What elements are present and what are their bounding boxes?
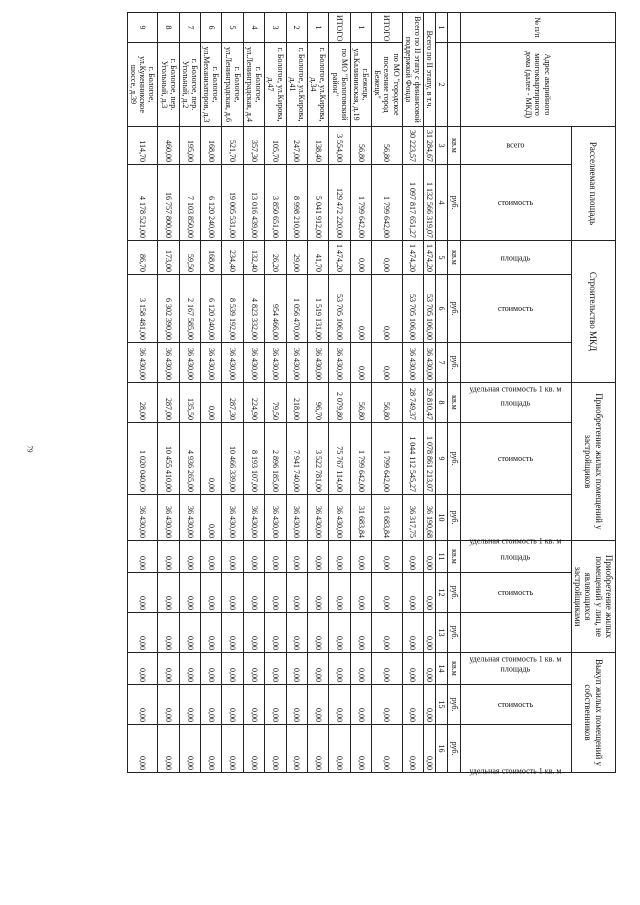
value-cell: 0,00 — [201, 613, 222, 653]
value-cell: 10 455 410,00 — [158, 423, 179, 495]
value-cell: 0,00 — [402, 685, 423, 725]
value-cell: 0,00 — [158, 685, 179, 725]
unit-cell: кв.м — [448, 383, 460, 423]
value-cell: 0,00 — [265, 653, 286, 685]
value-cell: 8 998 210,00 — [286, 165, 307, 241]
value-cell: 0,00 — [201, 495, 222, 541]
value-cell: 138,40 — [308, 127, 329, 165]
value-cell: 0,00 — [201, 423, 222, 495]
value-cell: 168,00 — [201, 241, 222, 275]
subheader-unit-cost: удельная стоимость 1 кв. м — [460, 495, 571, 541]
row-address: г.Бежецк, ул.Калининская, д.19 — [350, 43, 371, 127]
value-cell: 28 749,37 — [402, 383, 423, 423]
value-cell: 0,00 — [158, 725, 179, 773]
value-cell: 0,00 — [286, 725, 307, 773]
value-cell: 0,00 — [372, 275, 403, 343]
value-cell: 13 016 439,00 — [243, 165, 264, 241]
subheader-cost: стоимость — [460, 685, 571, 725]
value-cell: 36 430,00 — [222, 495, 243, 541]
value-cell: 0,00 — [243, 541, 264, 573]
column-number: 6 — [436, 275, 448, 343]
resettlement-table — [127, 12, 616, 776]
value-cell: 0,00 — [372, 573, 403, 613]
value-cell: 0,00 — [350, 725, 371, 773]
table-row — [286, 13, 307, 773]
value-cell: 36 430,00 — [127, 495, 158, 541]
value-cell: 1 097 817 651,27 — [402, 165, 423, 241]
value-cell: 218,00 — [286, 383, 307, 423]
column-number: 2 — [436, 43, 448, 127]
value-cell: 521,70 — [222, 127, 243, 165]
subheader-unit-cost: удельная стоимость 1 кв. м — [460, 613, 571, 653]
value-cell: 0,00 — [350, 685, 371, 725]
value-cell: 0,00 — [158, 573, 179, 613]
unit-cell: руб. — [448, 725, 460, 773]
column-number: 3 — [436, 127, 448, 165]
value-cell: 36 190,68 — [424, 495, 436, 541]
value-cell: 1 020 040,00 — [127, 423, 158, 495]
value-cell: 1 799 642,00 — [372, 423, 403, 495]
value-cell: 0,00 — [372, 541, 403, 573]
unit-cell — [448, 43, 460, 127]
value-cell: 36 430,00 — [265, 343, 286, 383]
value-cell: 234,40 — [222, 241, 243, 275]
value-cell: 0,00 — [372, 653, 403, 685]
value-cell: 0,00 — [372, 343, 403, 383]
value-cell: 0,00 — [350, 241, 371, 275]
value-cell: 0,00 — [402, 725, 423, 773]
value-cell: 0,00 — [350, 653, 371, 685]
value-cell: 56,80 — [350, 383, 371, 423]
subheader-cost: стоимость — [460, 423, 571, 495]
subheader-cost: стоимость — [460, 275, 571, 343]
column-number: 8 — [436, 383, 448, 423]
subheader-cost: стоимость — [460, 165, 571, 241]
unit-cell: руб. — [448, 613, 460, 653]
value-cell: 10 466 339,00 — [222, 423, 243, 495]
value-cell: 0,00 — [201, 653, 222, 685]
value-cell: 5 041 912,00 — [308, 165, 329, 241]
row-address: г. Бологое, ул.Ленинградская, д.4 — [243, 43, 264, 127]
unit-cell: кв.м — [448, 241, 460, 275]
value-cell: 0,00 — [201, 725, 222, 773]
value-cell: 36 430,00 — [243, 495, 264, 541]
value-cell: 0,00 — [329, 541, 350, 573]
value-cell: 0,00 — [265, 613, 286, 653]
table-row — [243, 13, 264, 773]
value-cell: 460,00 — [158, 127, 179, 165]
row-number: 2 — [286, 13, 307, 43]
value-cell: 0,00 — [329, 725, 350, 773]
value-cell: 36 430,00 — [329, 343, 350, 383]
row-address: по МО "городское поселение город Бежецк" — [372, 43, 403, 127]
row-number: ИТОГО — [329, 13, 350, 43]
value-cell: 105,70 — [265, 127, 286, 165]
row-address: г. Бологое, ул.Кукенникское шоссе, д.39 — [127, 43, 158, 127]
value-cell: 36 430,00 — [329, 495, 350, 541]
table-row — [158, 13, 179, 773]
value-cell: 2 896 185,00 — [265, 423, 286, 495]
column-number: 12 — [436, 573, 448, 613]
value-cell: 0,00 — [243, 613, 264, 653]
value-cell: 31 284,67 — [424, 127, 436, 165]
value-cell: 16 757 800,00 — [158, 165, 179, 241]
unit-cell: руб. — [448, 423, 460, 495]
row-address: г. Бологое, пер. Угольный, д.2 — [179, 43, 200, 127]
value-cell: 0,00 — [265, 541, 286, 573]
row-number: 7 — [179, 13, 200, 43]
value-cell: 1 078 861 213,07 — [424, 423, 436, 495]
subheader-area: площадь — [460, 383, 571, 423]
value-cell: 0,00 — [286, 613, 307, 653]
value-cell: 0,00 — [265, 573, 286, 613]
value-cell: 0,00 — [201, 573, 222, 613]
row-number: 9 — [127, 13, 158, 43]
value-cell: 0,00 — [308, 725, 329, 773]
value-cell: 0,00 — [201, 685, 222, 725]
header-purchase-developers: Приобретение жилых помещений у застройщиков — [571, 383, 615, 541]
row-address: г. Бологое, ул.Кирова, д.47 — [265, 43, 286, 127]
unit-cell: кв.м — [448, 127, 460, 165]
table-row — [265, 13, 286, 773]
value-cell: 0,00 — [308, 573, 329, 613]
value-cell: 36 430,00 — [265, 495, 286, 541]
value-cell: 247,00 — [286, 127, 307, 165]
value-cell: 1 799 642,00 — [372, 165, 403, 241]
value-cell: 0,00 — [222, 653, 243, 685]
value-cell: 1 474,20 — [402, 241, 423, 275]
value-cell: 0,00 — [402, 613, 423, 653]
row-address: г. Бологое, пер. Угольный, д.3 — [158, 43, 179, 127]
value-cell: 0,00 — [179, 541, 200, 573]
value-cell: 173,00 — [158, 241, 179, 275]
value-cell: 1 056 470,00 — [286, 275, 307, 343]
value-cell: 129 472 220,00 — [329, 165, 350, 241]
value-cell: 6 120 240,00 — [201, 165, 222, 241]
value-cell: 8 539 192,00 — [222, 275, 243, 343]
value-cell: 0,00 — [243, 573, 264, 613]
value-cell: 2 079,80 — [329, 383, 350, 423]
table-row — [372, 13, 403, 773]
value-cell: 96,70 — [308, 383, 329, 423]
column-number: 4 — [436, 165, 448, 241]
value-cell: 357,30 — [243, 127, 264, 165]
value-cell: 8 193 107,00 — [243, 423, 264, 495]
unit-cell: руб. — [448, 495, 460, 541]
value-cell: 1 519 131,00 — [308, 275, 329, 343]
value-cell: 2 167 585,00 — [179, 275, 200, 343]
value-cell: 0,00 — [350, 613, 371, 653]
row-number: 1 — [308, 13, 329, 43]
value-cell: 0,00 — [308, 541, 329, 573]
value-cell: 6 302 390,00 — [158, 275, 179, 343]
table-row — [402, 13, 423, 773]
value-cell: 0,00 — [243, 725, 264, 773]
value-cell: 41,70 — [308, 241, 329, 275]
value-cell: 0,00 — [424, 613, 436, 653]
value-cell: 36 430,00 — [158, 495, 179, 541]
value-cell: 36 430,00 — [201, 343, 222, 383]
value-cell: 56,80 — [350, 127, 371, 165]
value-cell: 36 430,00 — [127, 343, 158, 383]
value-cell: 287,00 — [158, 383, 179, 423]
value-cell: 0,00 — [222, 573, 243, 613]
value-cell: 0,00 — [158, 541, 179, 573]
column-number: 11 — [436, 541, 448, 573]
value-cell: 0,00 — [179, 685, 200, 725]
value-cell: 4 936 265,00 — [179, 423, 200, 495]
value-cell: 29,00 — [286, 241, 307, 275]
value-cell: 0,00 — [222, 725, 243, 773]
row-number: 6 — [201, 13, 222, 43]
header-construction: Строительство МКД — [571, 241, 615, 383]
value-cell: 0,00 — [127, 613, 158, 653]
value-cell: 3 554,00 — [329, 127, 350, 165]
value-cell: 36 430,00 — [243, 343, 264, 383]
row-number: 4 — [243, 13, 264, 43]
value-cell: 53 705 106,00 — [402, 275, 423, 343]
row-address: г. Бологое, ул.Механизаторов, д.3 — [201, 43, 222, 127]
value-cell: 0,00 — [127, 541, 158, 573]
value-cell: 56,80 — [372, 127, 403, 165]
value-cell: 0,00 — [424, 541, 436, 573]
value-cell: 59,50 — [179, 241, 200, 275]
value-cell: 0,00 — [308, 613, 329, 653]
value-cell: 0,00 — [402, 653, 423, 685]
value-cell: 36 430,00 — [286, 343, 307, 383]
column-number: 5 — [436, 241, 448, 275]
value-cell: 0,00 — [329, 653, 350, 685]
value-cell: 86,70 — [127, 241, 158, 275]
value-cell: 36 430,00 — [308, 343, 329, 383]
value-cell: 79,50 — [265, 383, 286, 423]
unit-cell — [448, 13, 460, 43]
value-cell: 1 799 642,00 — [350, 423, 371, 495]
value-cell: 132,40 — [243, 241, 264, 275]
value-cell: 36 430,00 — [308, 495, 329, 541]
value-cell: 53 705 106,00 — [329, 275, 350, 343]
value-cell: 0,00 — [329, 573, 350, 613]
value-cell: 0,00 — [127, 573, 158, 613]
value-cell: 0,00 — [158, 653, 179, 685]
value-cell: 0,00 — [402, 541, 423, 573]
value-cell: 0,00 — [286, 541, 307, 573]
column-number: 9 — [436, 423, 448, 495]
subheader-unit-cost: удельная стоимость 1 кв. м — [460, 343, 571, 383]
unit-cell: руб. — [448, 165, 460, 241]
unit-cell: кв.м — [448, 541, 460, 573]
value-cell: 30 223,57 — [402, 127, 423, 165]
value-cell: 31 683,84 — [372, 495, 403, 541]
value-cell: 0,00 — [424, 653, 436, 685]
table-row — [127, 13, 158, 773]
value-cell: 36 430,00 — [286, 495, 307, 541]
value-cell: 954 466,00 — [265, 275, 286, 343]
value-cell: 224,90 — [243, 383, 264, 423]
value-cell: 0,00 — [308, 653, 329, 685]
column-number: 10 — [436, 495, 448, 541]
value-cell: 0,00 — [350, 541, 371, 573]
value-cell: 0,00 — [350, 343, 371, 383]
table-row — [329, 13, 350, 773]
row-address: г. Бологое, ул.Ленинградская, д.6 — [222, 43, 243, 127]
value-cell: 0,00 — [201, 383, 222, 423]
value-cell: 53 705 106,00 — [424, 275, 436, 343]
row-address: г. Бологое, ул.Кирова, д.34 — [308, 43, 329, 127]
value-cell: 0,00 — [222, 541, 243, 573]
row-number: 1 — [350, 13, 371, 43]
column-number: 14 — [436, 653, 448, 685]
value-cell: 0,00 — [424, 725, 436, 773]
page-number: 79 — [25, 445, 34, 453]
value-cell: 1 474,20 — [329, 241, 350, 275]
row-number: 5 — [222, 13, 243, 43]
table-row — [308, 13, 329, 773]
value-cell: 168,00 — [201, 127, 222, 165]
unit-cell: руб. — [448, 275, 460, 343]
value-cell: 0,00 — [222, 685, 243, 725]
row-address: по МО "Бологовский район" — [329, 43, 350, 127]
value-cell: 0,00 — [350, 573, 371, 613]
value-cell: 0,00 — [158, 613, 179, 653]
value-cell: 7 103 850,00 — [179, 165, 200, 241]
table-row — [222, 13, 243, 773]
value-cell: 36 430,00 — [179, 343, 200, 383]
unit-cell: руб. — [448, 343, 460, 383]
value-cell: 0,00 — [350, 275, 371, 343]
row-number: 8 — [158, 13, 179, 43]
unit-cell: руб. — [448, 685, 460, 725]
value-cell: 0,00 — [222, 613, 243, 653]
value-cell: 36 430,00 — [158, 343, 179, 383]
value-cell: 3 158 481,00 — [127, 275, 158, 343]
value-cell: 0,00 — [329, 613, 350, 653]
value-cell: 1 799 642,00 — [350, 165, 371, 241]
value-cell: 6 120 240,00 — [201, 275, 222, 343]
table-row — [201, 13, 222, 773]
rotated-table-container — [116, 12, 616, 776]
value-cell: 3 522 781,00 — [308, 423, 329, 495]
value-cell: 0,00 — [286, 653, 307, 685]
value-cell: 0,00 — [179, 653, 200, 685]
value-cell: 0,00 — [424, 685, 436, 725]
value-cell: 0,00 — [372, 685, 403, 725]
table-row — [350, 13, 371, 773]
value-cell: 36 430,00 — [222, 343, 243, 383]
row-label: Всего по II этапу с финансовой поддержкой Фонда — [402, 13, 423, 127]
value-cell: 0,00 — [286, 685, 307, 725]
value-cell: 0,00 — [372, 725, 403, 773]
value-cell: 0,00 — [179, 613, 200, 653]
column-number: 16 — [436, 725, 448, 773]
value-cell: 0,00 — [127, 685, 158, 725]
value-cell: 26,20 — [265, 241, 286, 275]
row-label: Всего по II этапу, в т.ч. — [424, 13, 436, 127]
value-cell: 135,50 — [179, 383, 200, 423]
value-cell: 0,00 — [243, 653, 264, 685]
value-cell: 0,00 — [308, 685, 329, 725]
table-row — [179, 13, 200, 773]
value-cell: 0,00 — [179, 573, 200, 613]
value-cell: 0,00 — [286, 573, 307, 613]
value-cell: 36 430,00 — [179, 495, 200, 541]
value-cell: 0,00 — [329, 685, 350, 725]
value-cell: 36 430,00 — [402, 343, 423, 383]
table-body — [127, 13, 435, 773]
value-cell: 28,00 — [127, 383, 158, 423]
header-purchase-non-developers: Приобретение жилых помещений у лиц, не являющихся застройщиками — [571, 541, 615, 653]
subheader-area: площадь — [460, 541, 571, 573]
subheader-area: площадь — [460, 653, 571, 685]
value-cell: 195,00 — [179, 127, 200, 165]
column-number: 13 — [436, 613, 448, 653]
subheader-total: всего — [460, 127, 571, 165]
value-cell: 0,00 — [372, 613, 403, 653]
unit-cell: кв.м — [448, 653, 460, 685]
value-cell: 0,00 — [127, 653, 158, 685]
value-cell: 0,00 — [402, 573, 423, 613]
value-cell: 31 683,84 — [350, 495, 371, 541]
value-cell: 0,00 — [127, 725, 158, 773]
value-cell: 3 850 651,00 — [265, 165, 286, 241]
value-cell: 29 810,47 — [424, 383, 436, 423]
value-cell: 0,00 — [424, 573, 436, 613]
value-cell: 1 132 566 319,07 — [424, 165, 436, 241]
value-cell: 56,80 — [372, 383, 403, 423]
row-address: г. Бологое, ул.Кирова, д.41 — [286, 43, 307, 127]
value-cell: 36 317,75 — [402, 495, 423, 541]
column-number: 1 — [436, 13, 448, 43]
value-cell: 4 823 332,00 — [243, 275, 264, 343]
subheader-area: площадь — [460, 241, 571, 275]
value-cell: 0,00 — [201, 541, 222, 573]
subheader-unit-cost: удельная стоимость 1 кв. м — [460, 725, 571, 773]
value-cell: 1 044 112 545,27 — [402, 423, 423, 495]
value-cell: 36 430,00 — [424, 343, 436, 383]
subheader-cost: стоимость — [460, 573, 571, 613]
row-number: 3 — [265, 13, 286, 43]
value-cell: 4 178 521,00 — [127, 165, 158, 241]
column-number: 15 — [436, 685, 448, 725]
value-cell: 7 941 740,00 — [286, 423, 307, 495]
value-cell: 75 767 114,00 — [329, 423, 350, 495]
value-cell: 1 474,20 — [424, 241, 436, 275]
value-cell: 0,00 — [179, 725, 200, 773]
row-number: ИТОГО — [372, 13, 403, 43]
header-no: № п/п — [460, 13, 615, 43]
value-cell: 0,00 — [243, 685, 264, 725]
value-cell: 19 005 531,00 — [222, 165, 243, 241]
column-number: 7 — [436, 343, 448, 383]
header-buyout: Выкуп жилых помещений у собственников — [571, 653, 615, 773]
value-cell: 0,00 — [265, 685, 286, 725]
unit-cell: руб. — [448, 573, 460, 613]
header-resettled: Расселяемая площадь — [571, 127, 615, 241]
value-cell: 287,30 — [222, 383, 243, 423]
table-row — [424, 13, 436, 773]
value-cell: 0,00 — [372, 241, 403, 275]
header-address: Адрес аварийного многоквартирного дома (далее - МКД) — [460, 43, 615, 127]
value-cell: 0,00 — [265, 725, 286, 773]
value-cell: 114,70 — [127, 127, 158, 165]
